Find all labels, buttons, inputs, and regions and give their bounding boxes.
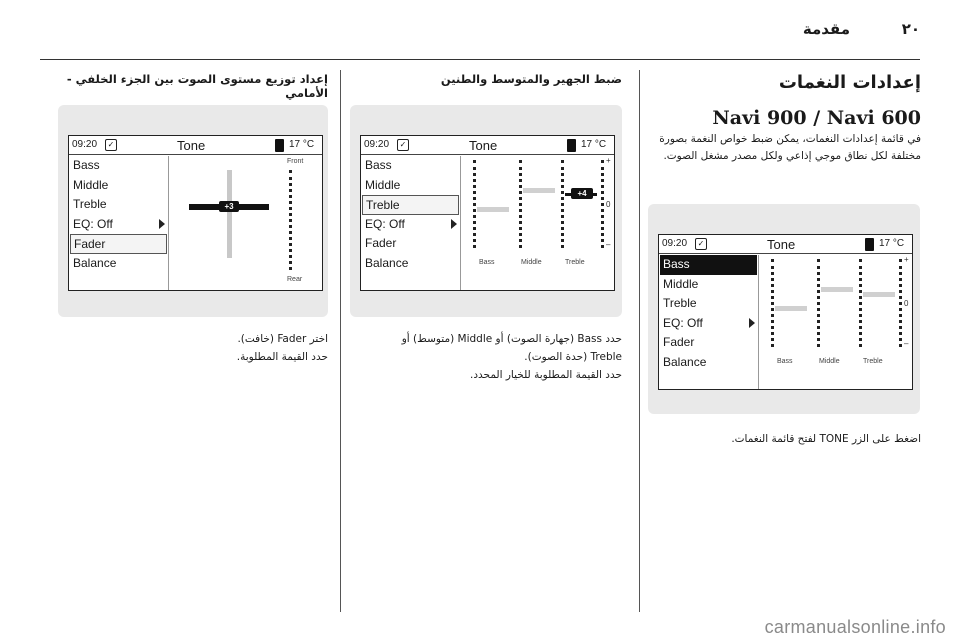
caption-line: اختر Fader (خافت). xyxy=(237,333,328,345)
tone-menu xyxy=(70,156,167,273)
middle-level-bar xyxy=(523,188,555,193)
column-divider xyxy=(639,70,640,612)
fader-graph xyxy=(169,156,323,291)
eq-label-bass: Bass xyxy=(777,358,793,365)
menu-item-fader[interactable]: Fader xyxy=(70,234,167,254)
menu-item-bass[interactable]: Bass xyxy=(73,158,100,172)
menu-item-eq[interactable] xyxy=(362,215,459,235)
eq-label-middle: Middle xyxy=(819,358,840,365)
treble-level-bar xyxy=(863,292,895,297)
scale-dots xyxy=(561,160,564,248)
page-number: ٢٠ xyxy=(901,20,920,38)
menu-item-middle[interactable]: Middle xyxy=(663,276,699,291)
chapter-title: مقدمة xyxy=(802,20,850,38)
header-rule xyxy=(40,59,920,60)
caption-text: اضغط على الزر TONE لفتح قائمة النغمات. xyxy=(731,433,921,445)
menu-item-treble[interactable]: Treble xyxy=(663,296,697,310)
caption-bass-middle-treble xyxy=(352,330,622,384)
menu-item-eq-label: EQ: Off xyxy=(365,216,405,231)
screen-title: Tone xyxy=(767,237,796,252)
scale-dots xyxy=(771,259,774,347)
menu-item-bass[interactable]: Bass xyxy=(660,255,757,275)
phone-icon xyxy=(865,238,874,251)
rear-label: Rear xyxy=(287,276,303,283)
menu-item-treble[interactable]: Treble xyxy=(73,197,107,211)
eq-label-treble: Treble xyxy=(863,358,883,365)
display-screen xyxy=(68,135,323,291)
caption-line: حدد القيمة المطلوبة. xyxy=(236,351,328,363)
menu-item-middle[interactable]: Middle xyxy=(365,177,401,192)
bass-level-bar xyxy=(477,207,509,212)
screenshot-tone-bass xyxy=(648,204,920,414)
tone-menu xyxy=(660,255,757,372)
watermark: carmanualsonline.info xyxy=(764,617,946,637)
temperature: 17 °C xyxy=(879,238,905,249)
clock-icon: ✓ xyxy=(397,139,409,151)
scale-dots xyxy=(519,160,522,248)
right-column xyxy=(651,66,921,165)
time: 09:20 xyxy=(72,139,98,150)
menu-item-fader[interactable]: Fader xyxy=(663,335,695,349)
scale-minus: – xyxy=(606,240,611,249)
display-screen xyxy=(360,135,615,291)
scale-plus: + xyxy=(904,255,909,264)
equalizer-graph xyxy=(759,255,913,390)
caption-line: حدد Bass (جهارة الصوت) أو Middle (متوسط) أو xyxy=(401,333,622,345)
scale-dots xyxy=(899,259,902,347)
fader-value-badge: +3 xyxy=(219,201,239,212)
caption-tone xyxy=(651,430,921,448)
screen-header xyxy=(659,235,912,254)
scale-zero: 0 xyxy=(606,200,611,209)
menu-item-balance[interactable]: Balance xyxy=(365,255,409,270)
eq-label-treble: Treble xyxy=(565,259,585,266)
column-divider xyxy=(340,70,341,612)
fader-scale-dots xyxy=(289,170,292,270)
display-screen xyxy=(658,234,913,390)
time: 09:20 xyxy=(364,139,390,150)
model-title: Navi 900 / Navi 600 xyxy=(712,107,921,129)
section-title: إعدادات النغمات xyxy=(778,72,921,93)
submenu-arrow-icon xyxy=(451,219,457,229)
treble-value-badge: +4 xyxy=(571,188,593,199)
menu-item-eq-label: EQ: Off xyxy=(663,315,703,330)
menu-item-balance[interactable]: Balance xyxy=(663,354,707,369)
clock-icon: ✓ xyxy=(695,238,707,250)
menu-item-eq[interactable] xyxy=(70,215,167,235)
intro-paragraph: في قائمة إعدادات النغمات، يمكن ضبط خواص النغمة بصورة مختلفة لكل نطاق موجي إذاعي ولكل مصدر مشغل الصوت. xyxy=(659,133,921,162)
eq-label-middle: Middle xyxy=(521,259,542,266)
time: 09:20 xyxy=(662,238,688,249)
scale-dots xyxy=(601,160,604,248)
menu-item-balance[interactable]: Balance xyxy=(73,255,117,270)
caption-line: Treble (حدة الصوت). xyxy=(524,351,622,363)
scale-minus: – xyxy=(904,339,909,348)
scale-plus: + xyxy=(606,156,611,165)
screen-title: Tone xyxy=(469,138,498,153)
menu-item-eq-label: EQ: Off xyxy=(73,216,113,231)
bass-level-bar xyxy=(775,306,807,311)
screen-title: Tone xyxy=(177,138,206,153)
menu-item-bass[interactable]: Bass xyxy=(365,158,392,172)
scale-dots xyxy=(817,259,820,347)
screenshot-tone-fader xyxy=(58,105,328,317)
menu-item-fader[interactable]: Fader xyxy=(365,236,397,250)
menu-item-treble[interactable]: Treble xyxy=(362,195,459,215)
temperature: 17 °C xyxy=(581,139,607,150)
fader-vertical-axis xyxy=(227,170,232,258)
caption-line: حدد القيمة المطلوبة للخيار المحدد. xyxy=(470,369,622,381)
middle-level-bar xyxy=(821,287,853,292)
phone-icon xyxy=(567,139,576,152)
scale-dots xyxy=(859,259,862,347)
front-label: Front xyxy=(287,158,304,165)
tone-menu xyxy=(362,156,459,273)
page-header xyxy=(40,18,920,46)
submenu-arrow-icon xyxy=(749,318,755,328)
equalizer-graph xyxy=(461,156,615,291)
screen-header xyxy=(69,136,322,155)
screen-header xyxy=(361,136,614,155)
phone-icon xyxy=(275,139,284,152)
caption-fader xyxy=(52,330,328,366)
section-title: ضبط الجهير والمتوسط والطنين xyxy=(440,72,622,86)
eq-label-bass: Bass xyxy=(479,259,495,266)
screenshot-tone-treble xyxy=(350,105,622,317)
middle-column xyxy=(352,66,622,86)
left-column xyxy=(52,66,328,100)
clock-icon: ✓ xyxy=(105,139,117,151)
scale-dots xyxy=(473,160,476,248)
scale-zero: 0 xyxy=(904,299,909,308)
menu-item-eq[interactable] xyxy=(660,314,757,334)
temperature: 17 °C xyxy=(289,139,315,150)
submenu-arrow-icon xyxy=(159,219,165,229)
menu-item-middle[interactable]: Middle xyxy=(73,177,109,192)
section-title: إعداد توزيع مستوى الصوت بين الجزء الخلفي - الأمامي xyxy=(66,72,328,100)
